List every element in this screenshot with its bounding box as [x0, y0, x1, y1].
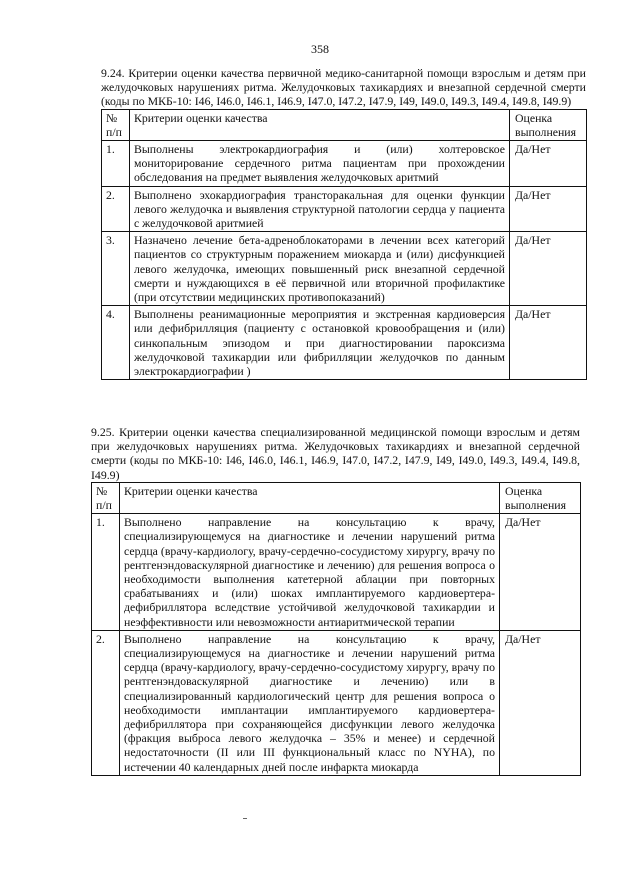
row-evaluation: Да/Нет — [510, 186, 587, 232]
criteria-table — [101, 109, 587, 381]
header-evaluation: Оценка выполнения — [500, 482, 581, 513]
header-num: № п/п — [102, 109, 130, 140]
row-num: 1. — [92, 514, 120, 631]
section-9-25 — [91, 425, 580, 776]
table-row — [102, 186, 587, 232]
header-evaluation: Оценка выполнения — [510, 109, 587, 140]
row-criteria: Назначено лечение бета-адреноблокаторами в лечении всех категорий пациентов со структурным поражением миокарда и (или) дисфункцией левого желудочка, имеющих повышенный риск внезапной сердечной смерти и нуждающихся в её первичной или вторичной профилактике (при отсутствии медицинских противопоказаний) — [130, 232, 510, 306]
criteria-table — [91, 482, 581, 776]
row-num: 4. — [102, 306, 130, 380]
page-number: 358 — [311, 42, 329, 56]
row-criteria: Выполнено эхокардиография трансторакальная для оценки функции левого желудочка и выявления структурной патологии сердца у пациента с желудочковой аритмией — [130, 186, 510, 232]
row-num: 2. — [92, 630, 120, 775]
row-criteria: Выполнены электрокардиография и (или) холтеровское мониторирование сердечного ритма пациентам при прохождении обследования на предмет выявления желудочковых аритмий — [130, 141, 510, 187]
table-row — [102, 141, 587, 187]
section-9-24 — [101, 66, 586, 380]
header-criteria: Критерии оценки качества — [120, 482, 500, 513]
scan-speck — [243, 818, 247, 819]
section-heading: 9.24. Критерии оценки качества первичной медико-санитарной помощи взрослым и детям при желудочковых нарушениях ритма. Желудочковых тахикардиях и внезапной сердечной смерти (коды по МКБ-10: I46, I46.0, I46.1, I46.9, I47.0, I47.2, I47.9, I49, I49.0, I49.3, I49.4, I49.8, I49.9) — [101, 66, 586, 109]
row-num: 3. — [102, 232, 130, 306]
table-row — [92, 630, 581, 775]
header-num: № п/п — [92, 482, 120, 513]
row-evaluation: Да/Нет — [500, 630, 581, 775]
row-evaluation: Да/Нет — [510, 232, 587, 306]
row-num: 1. — [102, 141, 130, 187]
row-criteria: Выполнены реанимационные мероприятия и экстренная кардиоверсия или дефибрилляция (пациенту с остановкой кровообращения и (или) синкопальным эпизодом и при диагностировании пароксизма желудочковой тахикардии или фибрилляции желудочков по данным электрокардиографии ) — [130, 306, 510, 380]
row-criteria: Выполнено направление на консультацию к врачу, специализирующемуся на диагностике и лечении нарушений ритма сердца (врачу-кардиологу, врачу-сердечно-сосудистому хирургу, врачу по рентгенэндоваскулярной диагностике и лечению) для решения вопроса о необходимости выполнения катетерной аблации при повторных срабатываниях и (или) шоках имплантируемого кардиовертера-дефибриллятора вследствие устойчивой желудочковой тахикардии и неэффективности или невозможности антиаритмической терапии — [120, 514, 500, 631]
row-evaluation: Да/Нет — [510, 306, 587, 380]
table-row — [102, 232, 587, 306]
row-evaluation: Да/Нет — [500, 514, 581, 631]
table-header-row — [92, 482, 581, 513]
table-row — [102, 306, 587, 380]
header-criteria: Критерии оценки качества — [130, 109, 510, 140]
row-criteria: Выполнено направление на консультацию к врачу, специализирующемуся на диагностике и лечении нарушений ритма сердца (врачу-кардиологу, врачу-сердечно-сосудистому хирургу, врачу по рентгенэндоваскулярной диагностике и лечению) или в специализированный кардиологический центр для решения вопроса о необходимости имплантации имплантируемого кардиовертера-дефибриллятора при сохраняющейся дисфункции левого желудочка (фракция выброса левого желудочка – 35% и менее) и сердечной недостаточности (II или III функциональный класс по NYHA), по истечении 40 календарных дней после инфаркта миокарда — [120, 630, 500, 775]
table-header-row — [102, 109, 587, 140]
row-num: 2. — [102, 186, 130, 232]
section-heading: 9.25. Критерии оценки качества специализированной медицинской помощи взрослым и детям при желудочковых нарушениях ритма. Желудочковых тахикардиях и внезапной сердечной смерти (коды по МКБ-10: I46, I46.0, I46.1, I46.9, I47.0, I47.2, I47.9, I49, I49.0, I49.3, I49.4, I49.8, I49.9) — [91, 425, 580, 482]
row-evaluation: Да/Нет — [510, 141, 587, 187]
table-row — [92, 514, 581, 631]
